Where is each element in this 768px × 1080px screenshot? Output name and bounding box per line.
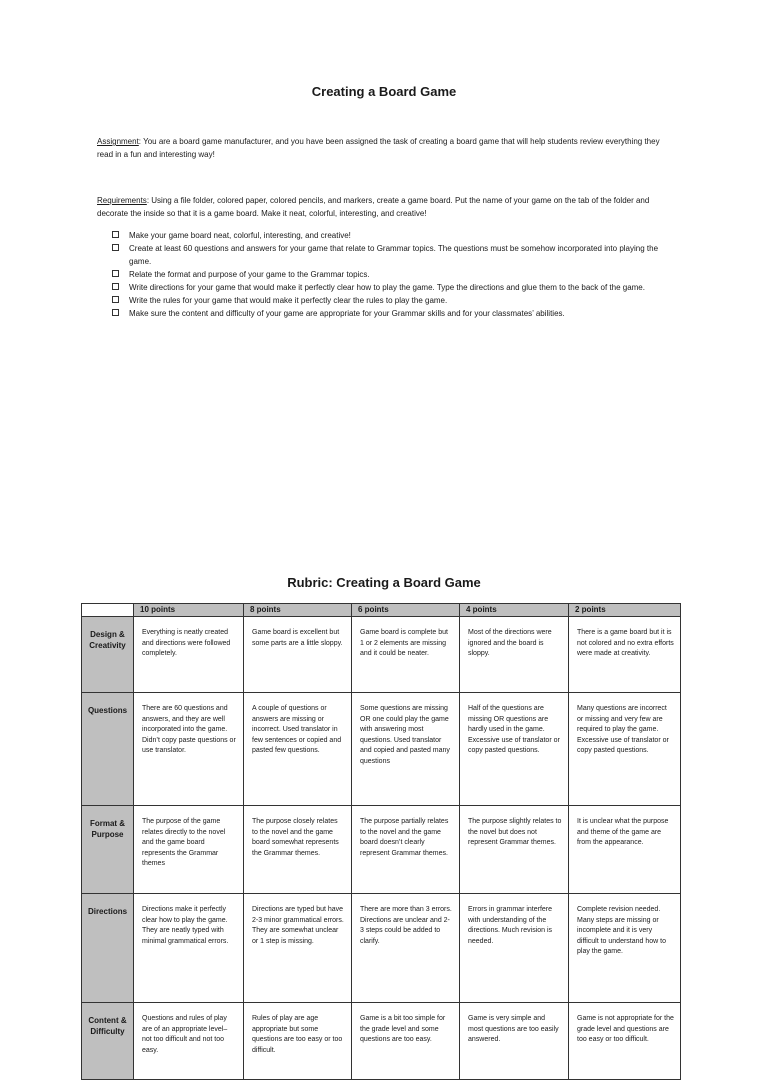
checklist-item-text: Make sure the content and difficulty of your game are appropriate for your Grammar skills and for your classmates’ abilities. bbox=[129, 309, 565, 318]
checklist-item-text: Write the rules for your game that would make it perfectly clear the rules to play the game. bbox=[129, 296, 448, 305]
rubric-cell: A couple of questions or answers are missing or incorrect. Used translator in few sentences or copied and pasted few questions. bbox=[244, 693, 352, 806]
rubric-header-8-points: 8 points bbox=[244, 604, 352, 617]
rubric-cell: Game is not appropriate for the grade level and questions are too easy or too difficult. bbox=[569, 1003, 681, 1080]
checklist-item bbox=[112, 294, 664, 307]
rubric-cell: Many questions are incorrect or missing and very few are required to play the game. Excessive use of translator or copy pasted questions. bbox=[569, 693, 681, 806]
rubric-table bbox=[81, 603, 681, 1080]
rubric-cell: There are 60 questions and answers, and they are well incorporated into the game. Didn’t copy paste questions or use translator. bbox=[134, 693, 244, 806]
rubric-cell: The purpose slightly relates to the novel but does not represent Grammar themes. bbox=[460, 806, 569, 894]
requirements-paragraph bbox=[97, 194, 662, 220]
checkbox-icon bbox=[112, 296, 119, 303]
rubric-row-label: Questions bbox=[82, 693, 134, 806]
checkbox-icon bbox=[112, 283, 119, 290]
assignment-paragraph bbox=[97, 135, 662, 161]
rubric-cell: Questions and rules of play are of an appropriate level– not too difficult and not too easy. bbox=[134, 1003, 244, 1080]
rubric-row-design-creativity bbox=[82, 617, 681, 693]
rubric-cell: Game is a bit too simple for the grade level and some questions are too easy. bbox=[352, 1003, 460, 1080]
rubric-row-directions bbox=[82, 894, 681, 1003]
checklist-item bbox=[112, 307, 664, 320]
page-title: Creating a Board Game bbox=[311, 84, 457, 99]
rubric-cell: Game is very simple and most questions are too easily answered. bbox=[460, 1003, 569, 1080]
rubric-header-6-points: 6 points bbox=[352, 604, 460, 617]
checkbox-icon bbox=[112, 244, 119, 251]
rubric-cell: Errors in grammar interfere with understanding of the directions. Much revision is needed. bbox=[460, 894, 569, 1003]
rubric-row-questions bbox=[82, 693, 681, 806]
rubric-cell: Complete revision needed. Many steps are missing or incomplete and it is very difficult to understand how to play the game. bbox=[569, 894, 681, 1003]
assignment-label: Assignment bbox=[97, 137, 139, 146]
rubric-header-10-points: 10 points bbox=[134, 604, 244, 617]
rubric-corner-cell bbox=[82, 604, 134, 617]
rubric-cell: Everything is neatly created and directions were followed completely. bbox=[134, 617, 244, 693]
rubric-cell: There are more than 3 errors. Directions are unclear and 2-3 steps could be added to clarify. bbox=[352, 894, 460, 1003]
rubric-cell: Some questions are missing OR one could play the game with answering most questions. Used translator and copied and pasted many questions bbox=[352, 693, 460, 806]
checkbox-icon bbox=[112, 309, 119, 316]
rubric-cell: Game board is excellent but some parts are a little sloppy. bbox=[244, 617, 352, 693]
requirements-checklist bbox=[112, 229, 664, 320]
rubric-row-label: Format & Purpose bbox=[82, 806, 134, 894]
rubric-header-4-points: 4 points bbox=[460, 604, 569, 617]
rubric-cell: Directions make it perfectly clear how to play the game. They are neatly typed with minimal grammatical errors. bbox=[134, 894, 244, 1003]
checklist-item bbox=[112, 268, 664, 281]
checkbox-icon bbox=[112, 231, 119, 238]
rubric-header-row bbox=[82, 604, 681, 617]
rubric-title: Rubric: Creating a Board Game bbox=[287, 575, 481, 590]
rubric-cell: The purpose closely relates to the novel and the game board somewhat represents the Grammar themes. bbox=[244, 806, 352, 894]
rubric-header-2-points: 2 points bbox=[569, 604, 681, 617]
rubric-cell: Half of the questions are missing OR questions are hardly used in the game. Excessive use of translator or copy pasted questions. bbox=[460, 693, 569, 806]
rubric-row-label: Directions bbox=[82, 894, 134, 1003]
rubric-cell: There is a game board but it is not colored and no extra efforts were made at creativity. bbox=[569, 617, 681, 693]
rubric-cell: Directions are typed but have 2-3 minor grammatical errors. They are somewhat unclear or 1 step is missing. bbox=[244, 894, 352, 1003]
checkbox-icon bbox=[112, 270, 119, 277]
checklist-item bbox=[112, 242, 664, 268]
requirements-text: : Using a file folder, colored paper, colored pencils, and markers, create a game board. Put the name of your game on the tab of the folder and decorate the inside so that it is a game board. Make it neat, colorful, interesting, and creative! bbox=[97, 196, 650, 218]
checklist-item-text: Write directions for your game that would make it perfectly clear how to play the game. Type the directions and glue them to the back of the game. bbox=[129, 283, 645, 292]
rubric-cell: Game board is complete but 1 or 2 elements are missing and it could be neater. bbox=[352, 617, 460, 693]
rubric-row-label: Content & Difficulty bbox=[82, 1003, 134, 1080]
checklist-item bbox=[112, 281, 664, 294]
checklist-item bbox=[112, 229, 664, 242]
rubric-row-label: Design & Creativity bbox=[82, 617, 134, 693]
rubric-cell: It is unclear what the purpose and theme of the game are from the appearance. bbox=[569, 806, 681, 894]
rubric-row-format-purpose bbox=[82, 806, 681, 894]
checklist-item-text: Relate the format and purpose of your game to the Grammar topics. bbox=[129, 270, 370, 279]
rubric-cell: Most of the directions were ignored and the board is sloppy. bbox=[460, 617, 569, 693]
checklist-item-text: Create at least 60 questions and answers for your game that relate to Grammar topics. The questions must be somehow incorporated into playing the game. bbox=[129, 244, 659, 266]
rubric-row-content-difficulty bbox=[82, 1003, 681, 1080]
rubric-cell: The purpose partially relates to the novel and the game board doesn’t clearly represent Grammar themes. bbox=[352, 806, 460, 894]
requirements-label: Requirements bbox=[97, 196, 147, 205]
rubric-cell: The purpose of the game relates directly to the novel and the game board represents the Grammar themes bbox=[134, 806, 244, 894]
rubric-cell: Rules of play are age appropriate but some questions are too easy or too difficult. bbox=[244, 1003, 352, 1080]
assignment-text: : You are a board game manufacturer, and you have been assigned the task of creating a board game that will help students review everything they read in a fun and interesting way! bbox=[97, 137, 660, 159]
checklist-item-text: Make your game board neat, colorful, interesting, and creative! bbox=[129, 231, 351, 240]
